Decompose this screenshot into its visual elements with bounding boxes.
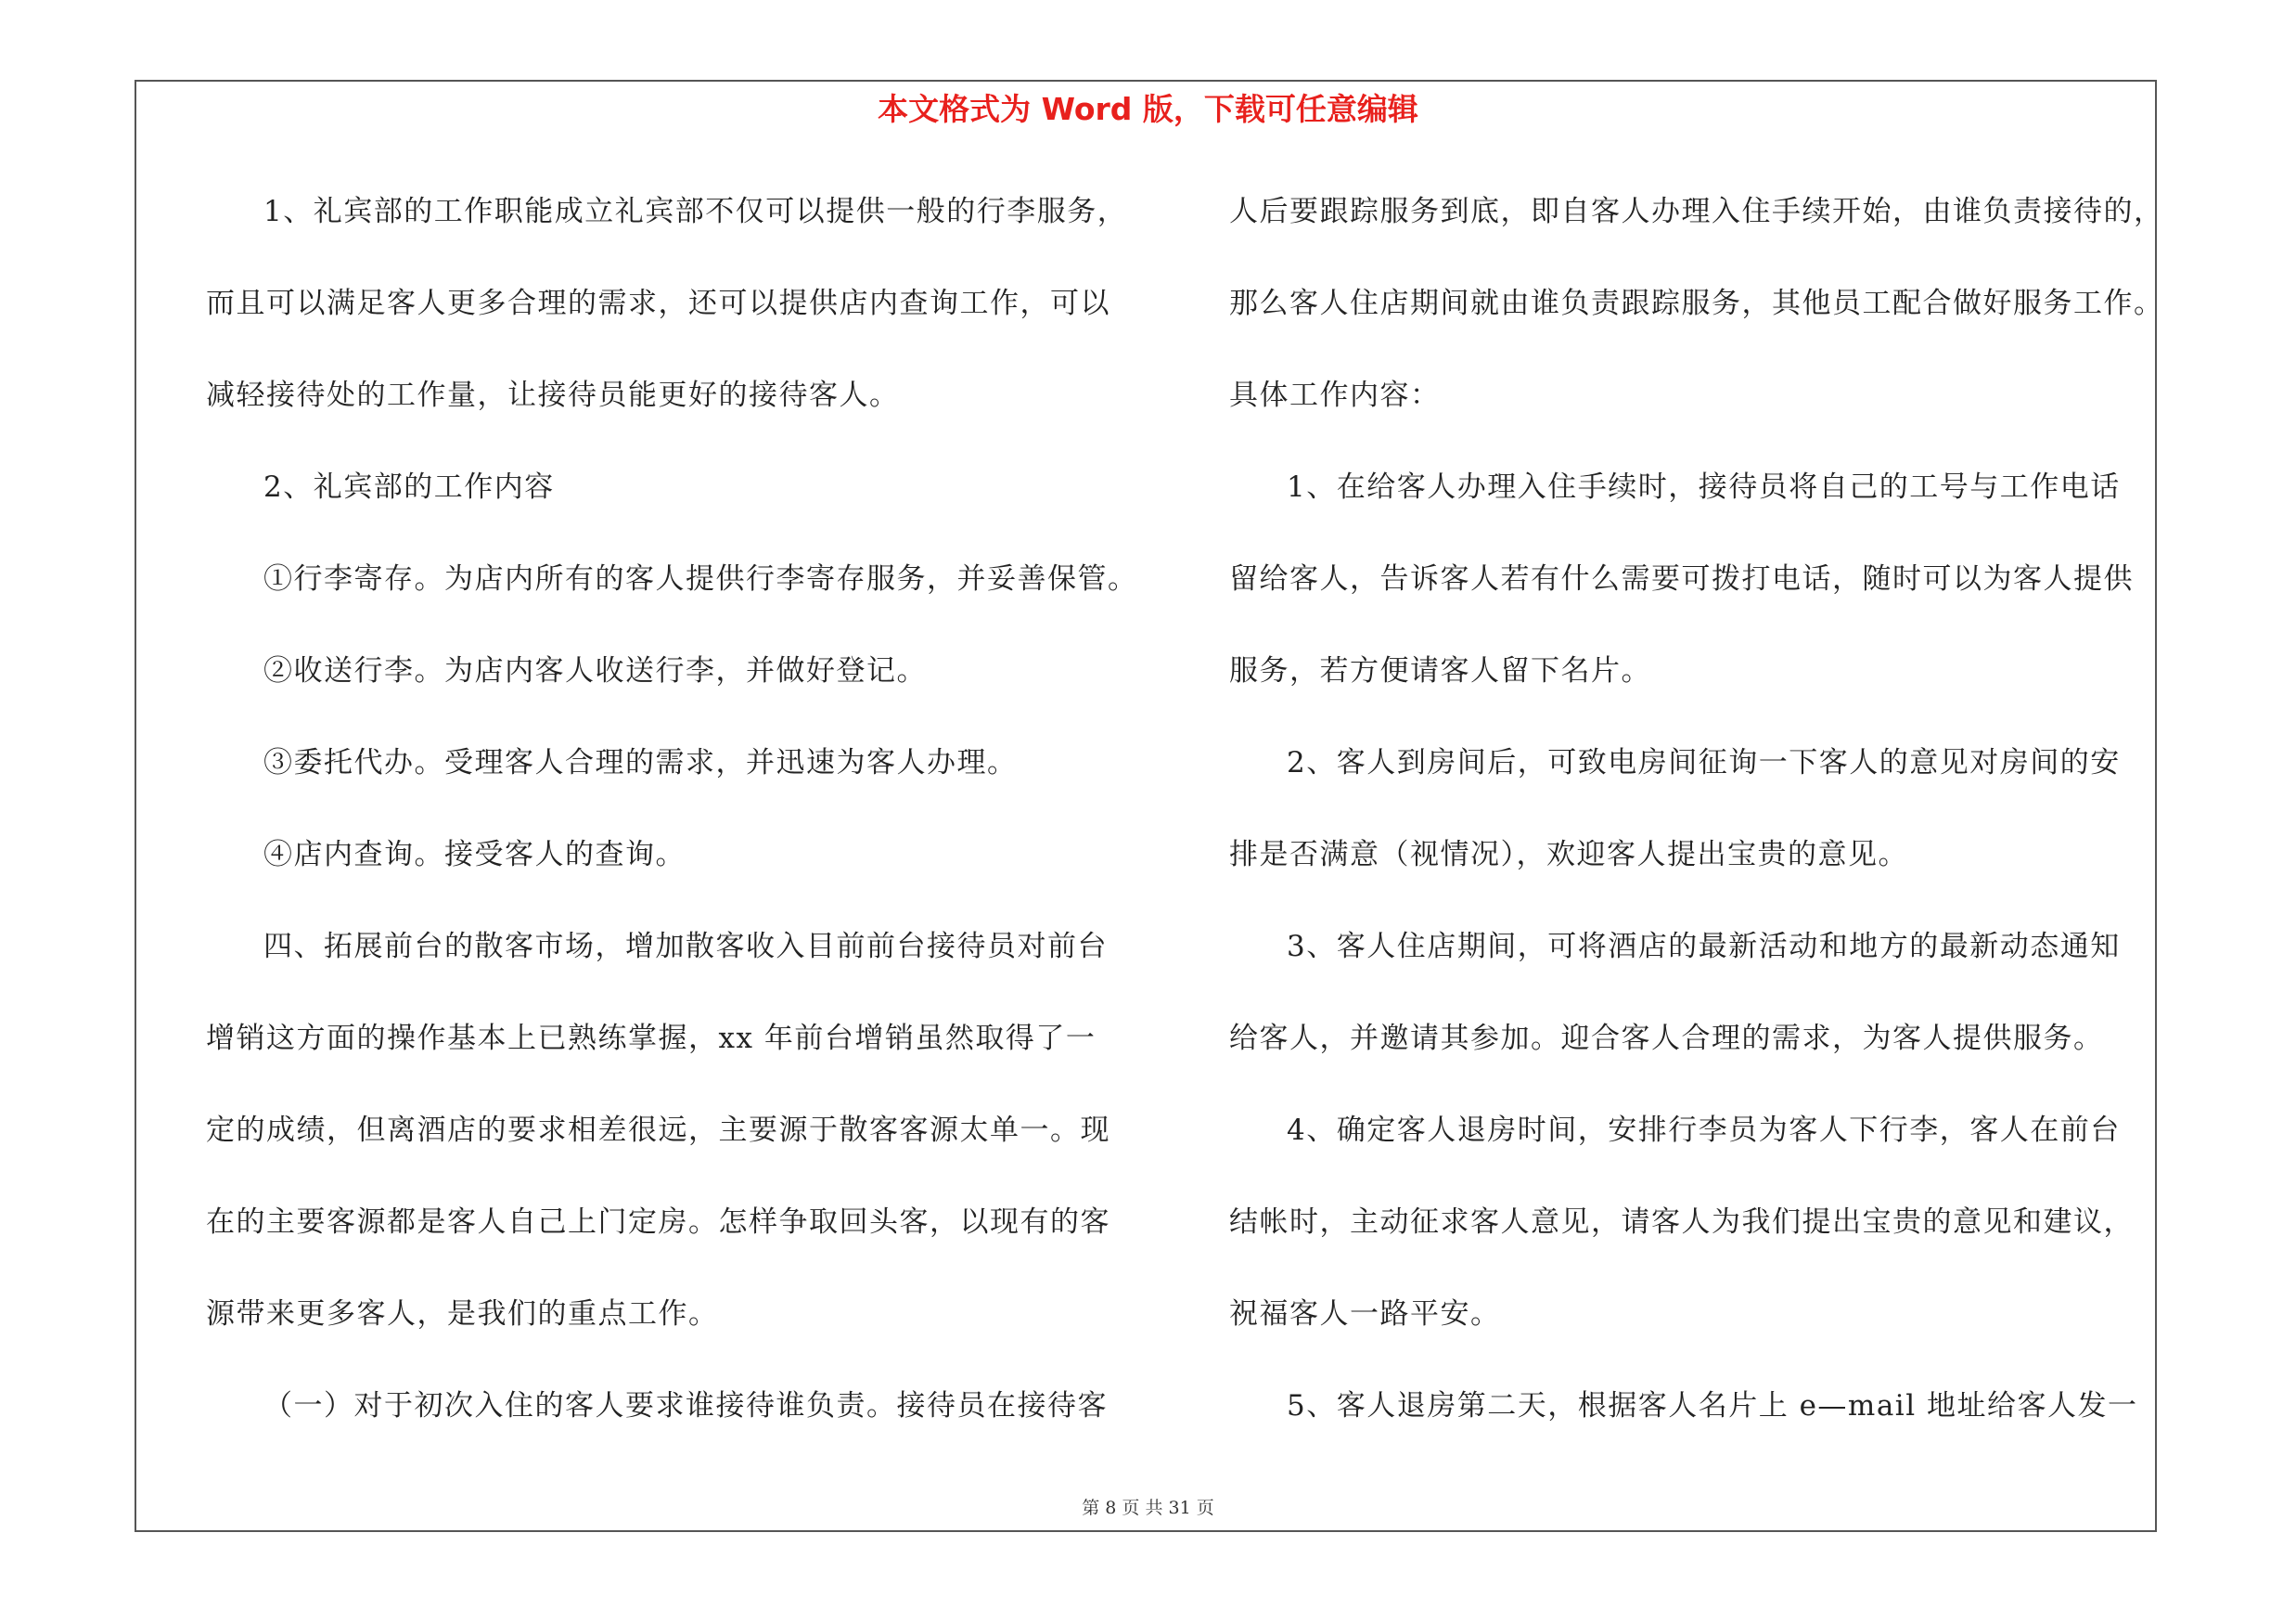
left-column-text-line: 源带来更多客人，是我们的重点工作。 xyxy=(206,1297,719,1331)
right-column-text-line: 留给客人，告诉客人若有什么需要可拨打电话，随时可以为客人提供 xyxy=(1229,562,2134,596)
right-column-text-line: 结帐时，主动征求客人意见，请客人为我们提出宝贵的意见和建议， xyxy=(1229,1205,2134,1239)
left-column-text-line: 增销这方面的操作基本上已熟练掌握，xx 年前台增销虽然取得了一 xyxy=(206,1022,1097,1055)
right-column-text-line: 祝福客人一路平安。 xyxy=(1229,1297,1501,1331)
left-column-text-line: 四、拓展前台的散客市场，增加散客收入目前前台接待员对前台 xyxy=(263,930,1108,963)
page-number-footer: 第 8 页 共 31 页 xyxy=(1082,1498,1214,1518)
right-column-text-line: 排是否满意（视情况），欢迎客人提出宝贵的意见。 xyxy=(1229,838,1908,871)
left-column-text-line: 1、礼宾部的工作职能成立礼宾部不仅可以提供一般的行李服务， xyxy=(263,195,1128,228)
left-column-text-line: ④店内查询。接受客人的查询。 xyxy=(263,838,686,871)
right-column-text-line: 那么客人住店期间就由谁负责跟踪服务，其他员工配合做好服务工作。 xyxy=(1229,287,2164,320)
right-column-text-line: 服务，若方便请客人留下名片。 xyxy=(1229,654,1651,688)
right-column-text-line: 3、客人住店期间，可将酒店的最新活动和地方的最新动态通知 xyxy=(1287,930,2121,963)
left-column-text-line: ①行李寄存。为店内所有的客人提供行李寄存服务，并妥善保管。 xyxy=(263,562,1138,596)
right-column-text-line: 2、客人到房间后，可致电房间征询一下客人的意见对房间的安 xyxy=(1287,746,2121,779)
left-column-text-line: 定的成绩，但离酒店的要求相差很远，主要源于散客客源太单一。现 xyxy=(206,1114,1110,1147)
right-column-text-line: 1、在给客人办理入住手续时，接待员将自己的工号与工作电话 xyxy=(1287,470,2121,504)
right-column-text-line: 给客人，并邀请其参加。迎合客人合理的需求，为客人提供服务。 xyxy=(1229,1022,2104,1055)
format-banner: 本文格式为 Word 版，下载可任意编辑 xyxy=(878,91,1418,127)
left-column-text-line: （一）对于初次入住的客人要求谁接待谁负责。接待员在接待客 xyxy=(263,1389,1108,1423)
left-column-text-line: 在的主要客源都是客人自己上门定房。怎样争取回头客，以现有的客 xyxy=(206,1205,1110,1239)
left-column-text-line: 而且可以满足客人更多合理的需求，还可以提供店内查询工作，可以 xyxy=(206,287,1110,320)
right-column-text-line: 具体工作内容： xyxy=(1229,379,1441,412)
left-column-text-line: 2、礼宾部的工作内容 xyxy=(263,470,555,504)
right-column-text-line: 人后要跟踪服务到底，即自客人办理入住手续开始，由谁负责接待的， xyxy=(1229,195,2164,228)
right-column-text-line: 4、确定客人退房时间，安排行李员为客人下行李，客人在前台 xyxy=(1287,1114,2121,1147)
right-column-text-line: 5、客人退房第二天，根据客人名片上 e—mail 地址给客人发一 xyxy=(1287,1389,2138,1423)
left-column-text-line: 减轻接待处的工作量，让接待员能更好的接待客人。 xyxy=(206,379,900,412)
left-column-text-line: ②收送行李。为店内客人收送行李，并做好登记。 xyxy=(263,654,927,688)
left-column-text-line: ③委托代办。受理客人合理的需求，并迅速为客人办理。 xyxy=(263,746,1018,779)
